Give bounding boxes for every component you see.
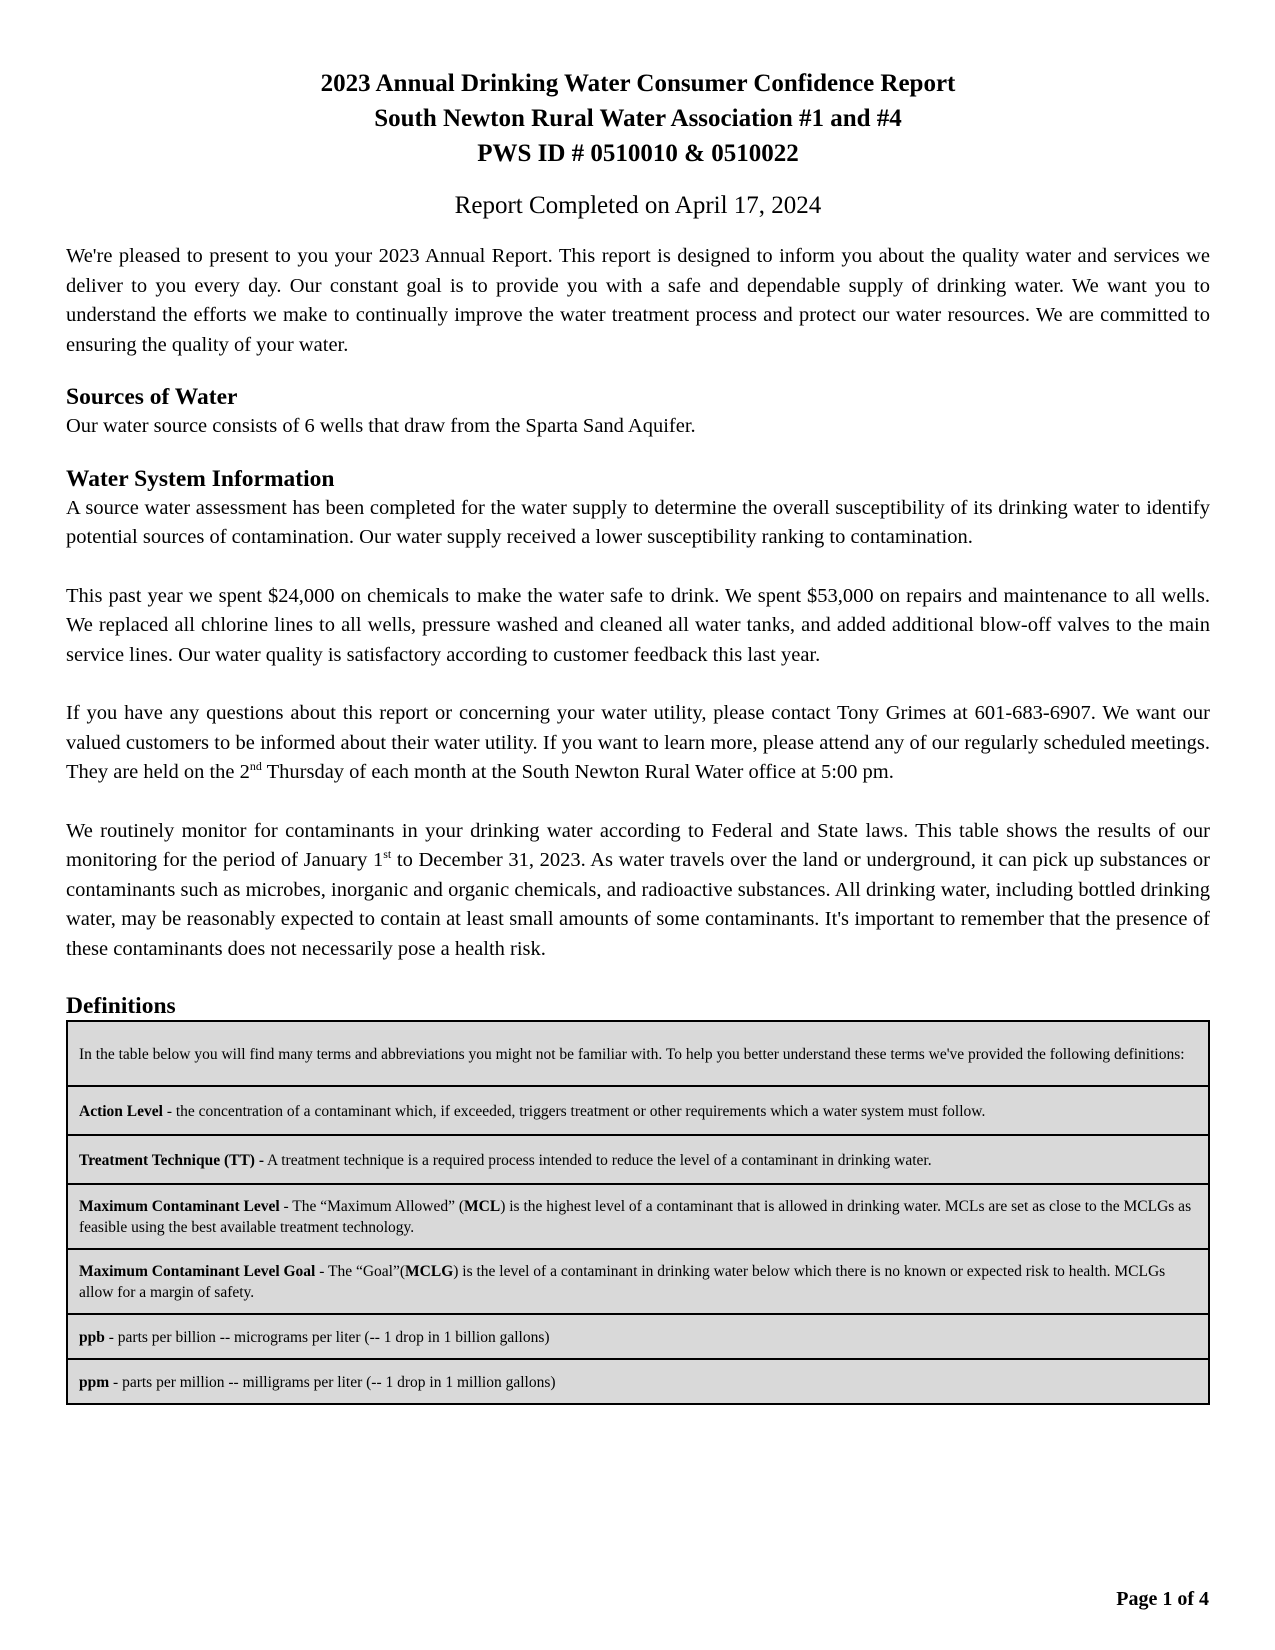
report-title — [66, 66, 1210, 171]
title-line-1: 2023 Annual Drinking Water Consumer Confidence Report — [320, 70, 956, 97]
ppm-term: ppm — [79, 1373, 110, 1391]
title-line-2: South Newton Rural Water Association #1 and #4 — [374, 105, 902, 132]
mclg-term: Maximum Contaminant Level Goal — [79, 1263, 316, 1280]
report-completed-date: Report Completed on April 17, 2024 — [454, 192, 822, 219]
treatment-technique-term: Treatment Technique (TT) - — [79, 1151, 265, 1169]
mcl-cell — [67, 1184, 1209, 1249]
intro-paragraph: We're pleased to present to you your 2023 Annual Report. This report is designed to inform you about the quality water and services we deliver to you every day. Our constant goal is to provide you with a safe and dependable supply of drinking water. We want you to understand the efforts we make to continually improve the water treatment process and protect our water resources. We are committed to ensuring the quality of your water. — [66, 245, 1210, 356]
monitoring-text-2: to December 31, 2023. As water travels over the land or underground, it can pick up substances or contaminants such as microbes, inorganic and organic chemicals, and radioactive substances. All drinking water, including bottled drinking water, may be reasonably expected to contain at least small amounts of some contaminants. It's important to remember that the presence of these contaminants does not necessarily pose a health risk. — [66, 849, 1210, 960]
mclg-cell — [67, 1249, 1209, 1314]
table-row — [67, 1086, 1209, 1135]
contact-ordinal: nd — [249, 759, 262, 774]
table-row — [67, 1135, 1209, 1184]
ppb-cell — [67, 1314, 1209, 1359]
definitions-table — [66, 1020, 1210, 1405]
definitions-heading: Definitions — [66, 993, 176, 1019]
contact-text-1: If you have any questions about this report or concerning your water utility, please contact Tony Grimes at 601-683-6907. We want our valued customers to be informed about their water utility. If you want to learn more, please attend any of our regularly scheduled meetings. They are held on the 2 — [66, 702, 1210, 783]
report-page — [66, 66, 1210, 1405]
page-number: Page 1 of 4 — [1116, 1588, 1209, 1610]
action-level-term: Action Level — [79, 1102, 163, 1120]
definitions-intro-cell — [67, 1021, 1209, 1086]
system-info-heading: Water System Information — [66, 465, 335, 492]
table-row — [67, 1021, 1209, 1086]
sources-heading: Sources of Water — [66, 384, 238, 410]
table-row — [67, 1359, 1209, 1404]
mcl-text-a: - The “Maximum Allowed” ( — [279, 1198, 465, 1215]
mclg-abbr: MCLG — [405, 1263, 454, 1280]
table-row — [67, 1184, 1209, 1249]
action-level-cell — [67, 1086, 1209, 1135]
system-info-text: A source water assessment has been completed for the water supply to determine the overall susceptibility of its drinking water to identify potential sources of contamination. Our water supply received a lower susceptibility ranking to contamination. — [66, 496, 1210, 548]
spending-paragraph: This past year we spent $24,000 on chemicals to make the water safe to drink. We spent $53,000 on repairs and maintenance to all wells. We replaced all chlorine lines to all wells, pressure washed and cleaned all water tanks, and added additional blow-off valves to the main service lines. Our water quality is satisfactory according to customer feedback this last year. — [66, 584, 1210, 666]
treatment-technique-text: A treatment technique is a required process intended to reduce the level of a contaminant in drinking water. — [264, 1151, 932, 1169]
monitoring-paragraph — [66, 817, 1210, 965]
title-line-3: PWS ID # 0510010 & 0510022 — [477, 140, 799, 167]
ppm-cell — [67, 1359, 1209, 1404]
ppb-text: - parts per billion -- micrograms per liter (-- 1 drop in 1 billion gallons) — [104, 1328, 550, 1346]
table-row — [67, 1249, 1209, 1314]
sources-text: Our water source consists of 6 wells that draw from the Sparta Sand Aquifer. — [66, 415, 696, 437]
treatment-technique-cell — [67, 1135, 1209, 1184]
mclg-text-b: ) is the level of a contaminant in drinking water below which there is no known or expected risk to health. MCLGs allow for a margin of safety. — [79, 1263, 1166, 1301]
action-level-text: - the concentration of a contaminant which, if exceeded, triggers treatment or other requirements which a water system must follow. — [162, 1102, 986, 1120]
contact-text-2: Thursday of each month at the South Newton Rural Water office at 5:00 pm. — [261, 761, 894, 783]
monitoring-ordinal: st — [383, 847, 392, 862]
mcl-text-b: ) is the highest level of a contaminant that is allowed in drinking water. MCLs are set as close to the MCLGs as feasible using the best available treatment technology. — [79, 1198, 1192, 1236]
monitoring-text-1: We routinely monitor for contaminants in your drinking water according to Federal and State laws. This table shows the results of our monitoring for the period of January 1 — [66, 819, 1210, 871]
contact-paragraph — [66, 699, 1210, 788]
ppm-text: - parts per million -- milligrams per liter (-- 1 drop in 1 million gallons) — [109, 1373, 556, 1391]
definitions-intro-text: In the table below you will find many terms and abbreviations you might not be familiar with. To help you better understand these terms we've provided the following definitions: — [79, 1045, 1185, 1063]
sources-section — [66, 383, 1210, 442]
system-info-section — [66, 465, 1210, 553]
mclg-text-a: - The “Goal”( — [315, 1263, 406, 1280]
mcl-term: Maximum Contaminant Level — [79, 1198, 280, 1215]
ppb-term: ppb — [79, 1328, 105, 1346]
mcl-abbr: MCL — [464, 1198, 501, 1215]
table-row — [67, 1314, 1209, 1359]
